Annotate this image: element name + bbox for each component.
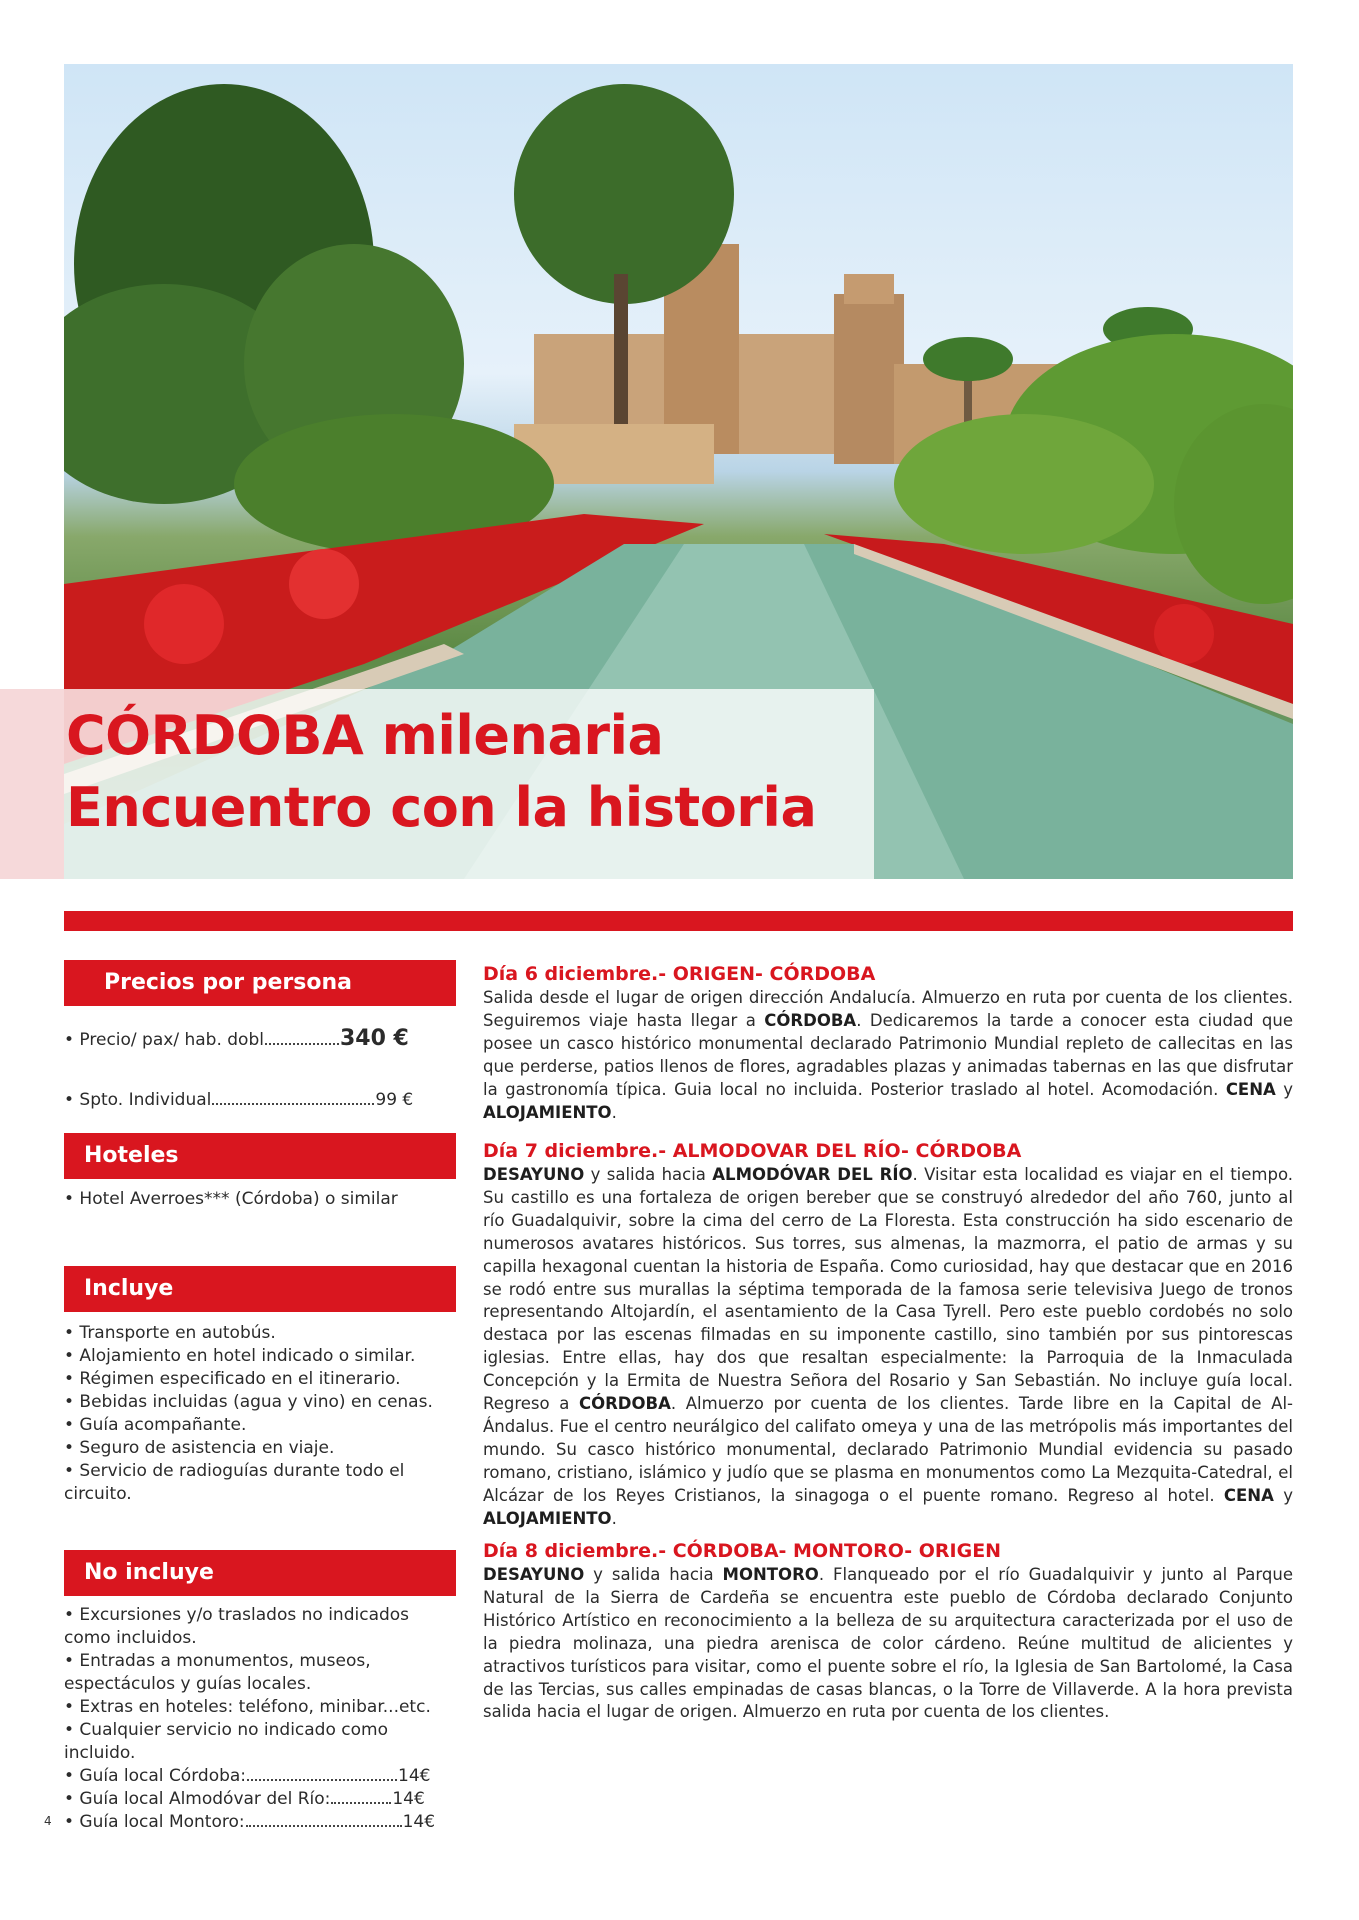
hotels-heading bbox=[64, 1133, 456, 1179]
list-item: • Cualquier servicio no indicado como incluido. bbox=[64, 1720, 388, 1763]
text: . Visitar esta localidad es viajar en el tiempo. Su castillo es una fortaleza de origen bereber que se construyó alrededor del año 760, junto al río Guadalquivir, sobre la cima del cerro de La Floresta. Esta construcción ha sido escenario de numerosos avatares históricos. Sus torres, sus almenas, la mazmorra, el patio de armas y su capilla hexagonal cuentan la historia de España. Como curiosidad, hay que destacar que en 2016 se rodó entre sus murallas la séptima temporada de la famosa serie televisiva Juego de tronos representando Altojardín, el asentamiento de la Casa Tyrell. Pero este pueblo cordobés no solo destaca por las escenas filmadas en su imponente castillo, sino también por sus pintorescas iglesias. Entre ellas, hay dos que resaltan especialmente: la Parroquia de la Inmaculada Concepción y la Ermita de Nuestra Señora del Rosario y San Sebastián. No incluye guía local. Regreso a bbox=[483, 1165, 1294, 1414]
bold-text: CENA bbox=[1223, 1485, 1274, 1505]
day-section-3 bbox=[483, 1540, 1293, 1724]
text: y bbox=[1275, 1079, 1293, 1099]
guide-row-cordoba bbox=[64, 1765, 456, 1788]
guide-row-montoro bbox=[64, 1811, 456, 1834]
guide-label: • Guía local Almodóvar del Río: bbox=[64, 1789, 331, 1809]
text: Salida desde el lugar de origen dirección Andalucía. Almuerzo en ruta por cuenta de los clientes. Seguiremos viaje hasta llegar a bbox=[483, 988, 1293, 1030]
day-title: Día 8 diciembre.- CÓRDOBA- MONTORO- ORIGEN bbox=[483, 1540, 1002, 1562]
bold-text: ALOJAMIENTO bbox=[483, 1102, 612, 1122]
bold-text: CÓRDOBA bbox=[764, 1010, 857, 1030]
day-section-1 bbox=[483, 963, 1293, 1124]
text: y salida hacia bbox=[584, 1165, 713, 1184]
list-item: • Seguro de asistencia en viaje. bbox=[64, 1438, 335, 1458]
text: . bbox=[611, 1102, 617, 1122]
list-item: • Servicio de radioguías durante todo el circuito. bbox=[64, 1461, 405, 1504]
price-double-value: 340 € bbox=[339, 1026, 409, 1051]
text: y bbox=[1273, 1485, 1293, 1505]
excludes-heading-label: No incluye bbox=[84, 1560, 214, 1585]
list-item: • Transporte en autobús. bbox=[64, 1323, 276, 1343]
excludes-list bbox=[64, 1604, 456, 1834]
price-single-value: 99 € bbox=[375, 1090, 414, 1110]
bold-text: ALOJAMIENTO bbox=[483, 1508, 612, 1528]
day-title: Día 7 diciembre.- ALMODOVAR DEL RÍO- CÓRDOBA bbox=[483, 1140, 1022, 1162]
bold-text: DESAYUNO bbox=[483, 1165, 585, 1184]
includes-list bbox=[64, 1322, 456, 1506]
price-row-single bbox=[64, 1089, 413, 1112]
includes-heading bbox=[64, 1266, 456, 1312]
list-item: • Guía acompañante. bbox=[64, 1415, 247, 1435]
list-item: • Entradas a monumentos, museos, espectáculos y guías locales. bbox=[64, 1651, 371, 1694]
excludes-heading bbox=[64, 1550, 456, 1596]
bold-text: ALMODÓVAR DEL RÍO bbox=[712, 1165, 913, 1184]
section-divider-bar bbox=[64, 911, 1293, 931]
list-item: • Hotel Averroes*** (Córdoba) o similar bbox=[64, 1189, 398, 1209]
day-description bbox=[483, 1564, 1293, 1724]
price-single-label: • Spto. Individual bbox=[64, 1090, 212, 1110]
guide-price: 14€ bbox=[392, 1789, 425, 1809]
price-double-label: • Precio/ pax/ hab. dobl bbox=[64, 1030, 264, 1050]
guide-price: 14€ bbox=[402, 1812, 436, 1832]
page-subtitle: Encuentro con la historia bbox=[66, 776, 817, 839]
list-item: • Excursiones y/o traslados no indicados como incluidos. bbox=[64, 1605, 410, 1648]
list-item: • Extras en hoteles: teléfono, minibar...etc. bbox=[64, 1697, 431, 1717]
list-item: • Alojamiento en hotel indicado o similar. bbox=[64, 1346, 416, 1366]
list-item: • Bebidas incluidas (agua y vino) en cenas. bbox=[64, 1392, 433, 1412]
text: . Flanqueado por el río Guadalquivir y junto al Parque Natural de la Sierra de Cardeña se encuentra este pueblo de Córdoba declarado Conjunto Histórico Artístico en reconocimiento a la belleza de su arquitectura caracterizada por el uso de la piedra molinaza, una piedra arenisca de color cárdeno. Reúne multitud de alicientes y atractivos turísticos para visitar, como el puente sobre el río, la Iglesia de San Bartolomé, la Casa de las Tercias, sus calles empinadas de casas blancas, o la Torre de Villaverde. A la hora prevista salida hacia el lugar de origen. Almuerzo en ruta por cuenta de los clientes. bbox=[483, 1565, 1293, 1722]
day-description bbox=[483, 1164, 1293, 1531]
day-section-2 bbox=[483, 1140, 1293, 1531]
page-title: CÓRDOBA milenaria bbox=[66, 704, 664, 767]
bold-text: CENA bbox=[1225, 1079, 1276, 1099]
guide-row-almodovar bbox=[64, 1788, 456, 1811]
day-title: Día 6 diciembre.- ORIGEN- CÓRDOBA bbox=[483, 963, 876, 985]
text: . Dedicaremos la tarde a conocer esta ciudad que posee un casco histórico monumental declarado Patrimonio Mundial repleto de callecitas en las que perderse, patios llenos de flores, agradables plazas y animadas tabernas en las que disfrutar la gastronomía típica. Guia local no incluida. Posterior traslado al hotel. Acomodación. bbox=[483, 1010, 1293, 1099]
title-accent-band bbox=[0, 689, 64, 879]
includes-heading-label: Incluye bbox=[84, 1276, 174, 1301]
bold-text: MONTORO bbox=[722, 1565, 819, 1584]
prices-heading-label: Precios por persona bbox=[104, 970, 352, 995]
prices-heading bbox=[64, 960, 456, 1006]
bold-text: CÓRDOBA bbox=[578, 1394, 671, 1414]
text: . bbox=[611, 1508, 617, 1528]
hotels-list bbox=[64, 1188, 456, 1211]
guide-price: 14€ bbox=[398, 1766, 431, 1786]
text: y salida hacia bbox=[584, 1565, 723, 1584]
price-row-double bbox=[64, 1027, 409, 1052]
page-number: 4 bbox=[44, 1814, 52, 1828]
guide-label: • Guía local Córdoba: bbox=[64, 1766, 247, 1786]
text: . Almuerzo por cuenta de los clientes. Tarde libre en la Capital de Al-Ándalus. Fue el centro neurálgico del califato omeya y una de las metrópolis más importantes del mundo. Su casco histórico monumental, declarado Patrimonio Mundial evidencia su pasado romano, cristiano, islámico y judío que se plasma en monumentos como La Mezquita-Catedral, el Alcázar de los Reyes Cristianos, la sinagoga o el puente romano. Regreso al hotel. bbox=[483, 1394, 1293, 1505]
hotels-heading-label: Hoteles bbox=[84, 1143, 179, 1168]
list-item: • Régimen especificado en el itinerario. bbox=[64, 1369, 401, 1389]
bold-text: DESAYUNO bbox=[483, 1565, 585, 1584]
day-description bbox=[483, 987, 1293, 1124]
guide-label: • Guía local Montoro: bbox=[64, 1812, 245, 1832]
title-overlay bbox=[64, 689, 874, 879]
